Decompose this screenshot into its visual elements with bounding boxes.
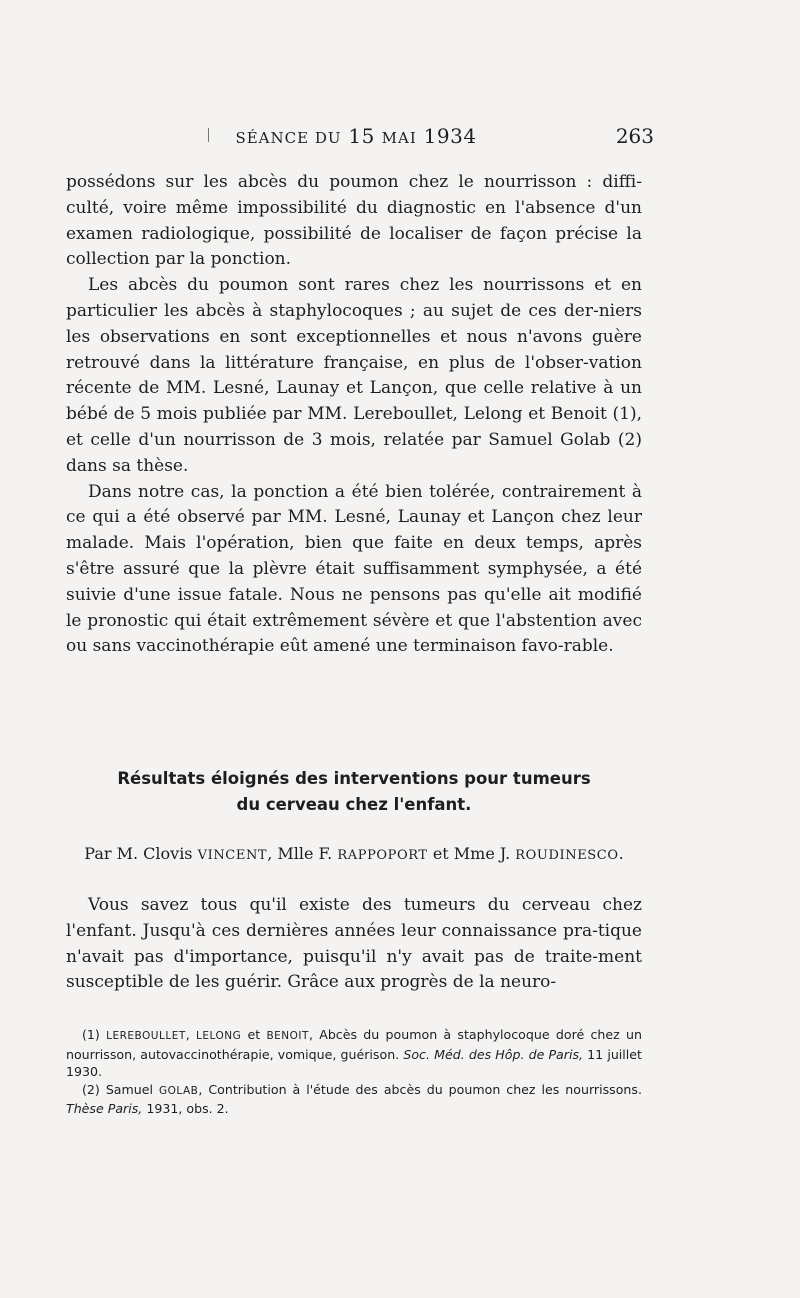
footnote-1 [66, 1026, 642, 1081]
paragraph: Vous savez tous qu'il existe des tumeurs du cerveau chez l'enfant. Jusqu'à ces dernières années leur connaissance pra-tique n'avait pas d'importance, puisqu'il n'y avait pas de traite-ment susceptible de les guérir. Grâce aux progrès de la neuro- [66, 895, 642, 993]
footnote-date: 11 juillet 1930. [66, 1046, 642, 1080]
body-text-before [66, 170, 642, 660]
running-head-day: 15 [348, 124, 375, 148]
byline-text: , Mlle F. [267, 844, 333, 863]
section-title-line: du cerveau chez l'enfant. [236, 795, 472, 814]
footnote-journal: Soc. Méd. des Hôp. de Paris, [403, 1046, 584, 1062]
author-name: VINCENT [197, 848, 268, 863]
author-name: RAPPOPORT [337, 848, 428, 863]
paragraph: Les abcès du poumon sont rares chez les nourrissons et en particulier les abcès à staphylocoques ; au sujet de ces der-niers les observations en sont exceptionnelles et nous n'avons guère retrouvé dans la littérature française, en plus de l'obser-vation récente de MM. Lesné, Launay et Lançon, que celle relative à un bébé de 5 mois publiée par MM. Lereboullet, Lelong et Benoit (1), et celle d'un nourrisson de 3 mois, relatée par Samuel Golab (2) dans sa thèse. [66, 275, 642, 476]
running-head-prefix: SÉANCE DU [235, 129, 342, 147]
footnote-author: LEREBOULLET [106, 1030, 186, 1042]
section-title-line: Résultats éloignés des interventions pour tumeurs [117, 769, 591, 788]
footnote-author: GOLAB [159, 1084, 199, 1097]
footnote-2 [66, 1081, 642, 1118]
footnote-text: , [185, 1027, 190, 1042]
footnote-marker: (1) [82, 1027, 100, 1042]
page-number: 263 [615, 124, 654, 148]
footnote-marker: (2) [82, 1081, 100, 1097]
author-byline [66, 843, 642, 867]
footnote-text: et [247, 1027, 261, 1042]
paragraph-continued: possédons sur les abcès du poumon chez le nourrisson : diffi-culté, voire même impossibilité du diagnostic en l'absence d'un examen radiologique, possibilité de localiser de façon précise la collection par la ponction. [66, 172, 642, 270]
running-head-year: 1934 [423, 124, 477, 148]
paragraph: Dans notre cas, la ponction a été bien tolérée, contrairement à ce qui a été observé par MM. Lesné, Launay et Lançon chez leur malade. Mais l'opération, bien que faite en deux temps, après s'être assuré que la plèvre était suffisamment symphysée, a été suivie d'une issue fatale. Nous ne pensons pas qu'elle ait modifié le pronostic qui était extrêmement sévère et que l'abstention avec ou sans vaccinothérapie eût amené une terminaison favo-rable. [66, 481, 642, 657]
byline-text: . [618, 844, 624, 863]
footnote-author: BENOIT [266, 1030, 309, 1042]
body-text-after [66, 893, 642, 996]
footnote-text: , Contribution à l'étude des abcès du poumon chez les nourrissons. [198, 1081, 642, 1097]
byline-text: Par M. Clovis [84, 844, 193, 863]
footnotes [66, 1026, 642, 1118]
author-name: ROUDINESCO [515, 848, 619, 863]
running-header [66, 124, 654, 154]
running-head-month: MAI [381, 129, 417, 147]
section-title [66, 766, 642, 818]
running-head [66, 124, 646, 148]
footnote-date: 1931, obs. 2. [146, 1101, 229, 1117]
byline-text: et Mme J. [432, 844, 511, 863]
footnote-text: Samuel [105, 1081, 154, 1097]
footnote-thesis: Thèse Paris, [66, 1101, 143, 1117]
footnote-author: LELONG [196, 1030, 242, 1042]
footnote-text: , Abcès du poumon à staphylocoque doré chez un nourrisson, autovaccinothérapie, vomique, guérison. [66, 1027, 642, 1062]
